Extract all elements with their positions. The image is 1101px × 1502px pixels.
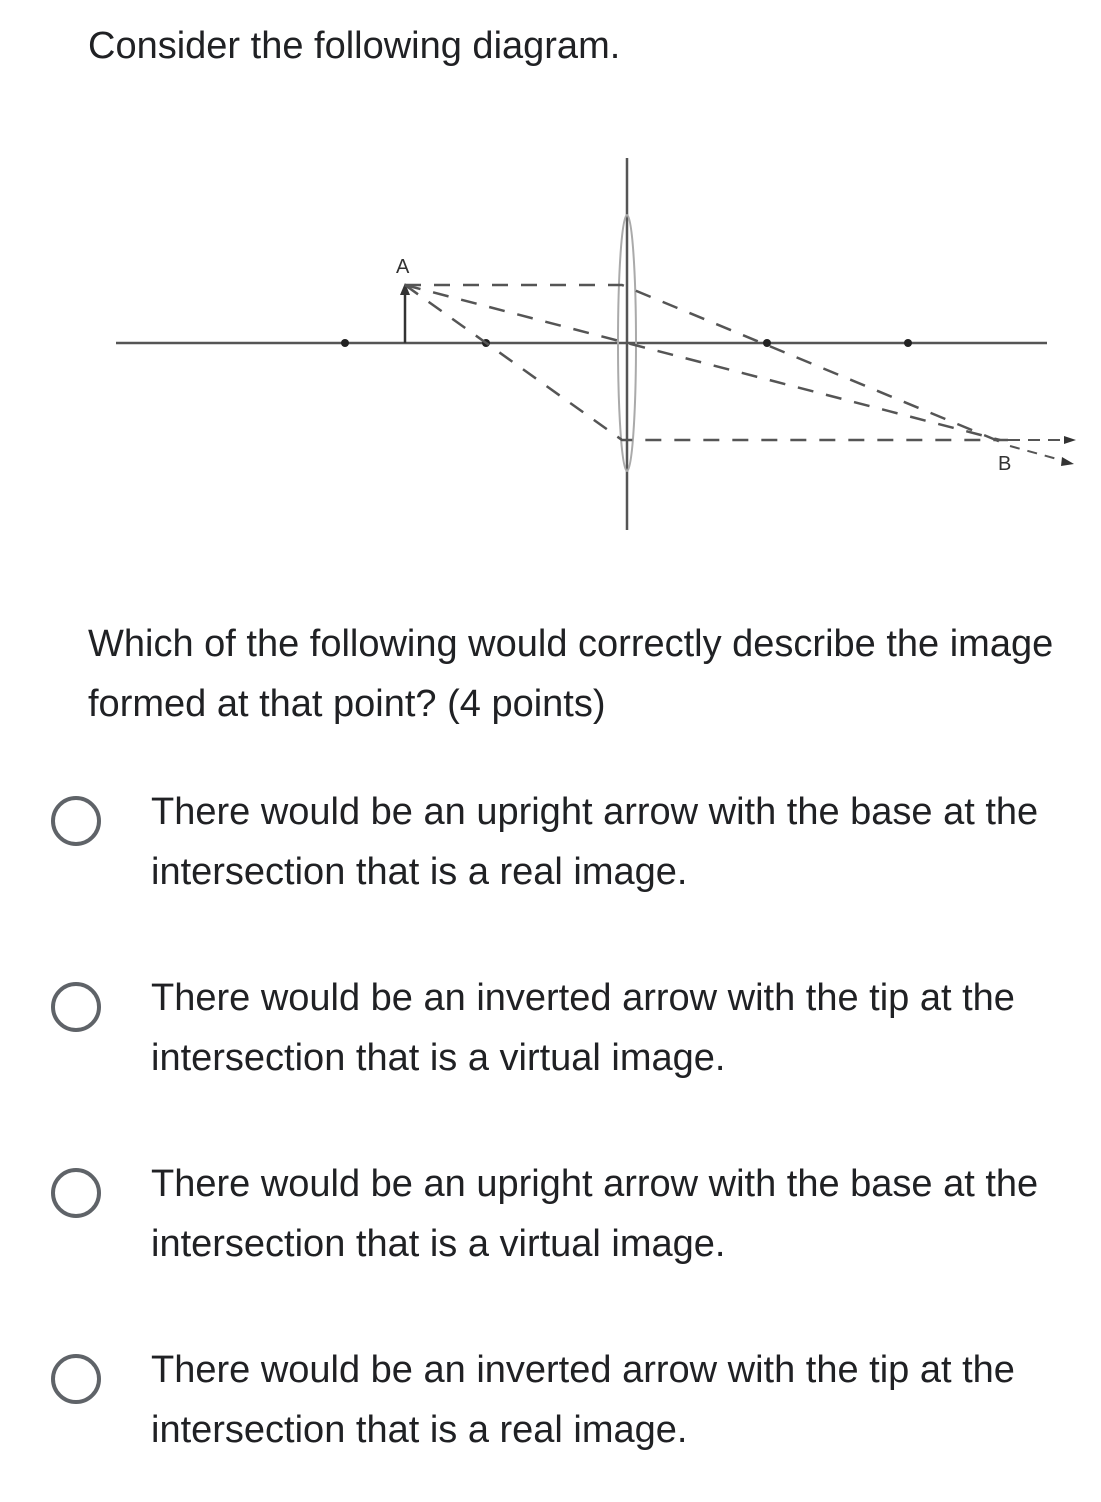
lens-ray-diagram	[0, 150, 1101, 540]
answer-option-label: There would be an inverted arrow with the tip at the intersection that is a virtual image.	[151, 977, 1015, 1079]
radio-button[interactable]	[51, 1168, 101, 1218]
answer-option-label: There would be an upright arrow with the base at the intersection that is a real image.	[151, 791, 1039, 893]
ray-extension-arrow-lower	[1061, 457, 1074, 466]
answer-option-3[interactable]	[0, 1150, 1101, 1280]
ray-through-center	[405, 285, 1000, 440]
ray-extension-lower	[1010, 446, 1068, 462]
focal-point-2f-left	[341, 339, 349, 347]
answer-option-2[interactable]	[0, 964, 1101, 1094]
answer-option-label: There would be an inverted arrow with the tip at the intersection that is a real image.	[151, 1349, 1015, 1451]
label-b: B	[998, 453, 1012, 475]
ray-extension-arrow-upper	[1064, 436, 1076, 444]
answer-option-1[interactable]	[0, 778, 1101, 908]
focal-point-f-right	[763, 339, 771, 347]
radio-button[interactable]	[51, 982, 101, 1032]
focal-point-2f-right	[904, 339, 912, 347]
answer-option-label: There would be an upright arrow with the base at the intersection that is a virtual image.	[151, 1163, 1039, 1265]
radio-button[interactable]	[51, 796, 101, 846]
label-a: A	[396, 256, 410, 278]
radio-button[interactable]	[51, 1354, 101, 1404]
answer-option-4[interactable]	[0, 1336, 1101, 1466]
question-text: Which of the following would correctly describe the image formed at that point? (4 points)	[88, 623, 1054, 725]
intro-text: Consider the following diagram.	[88, 25, 621, 67]
